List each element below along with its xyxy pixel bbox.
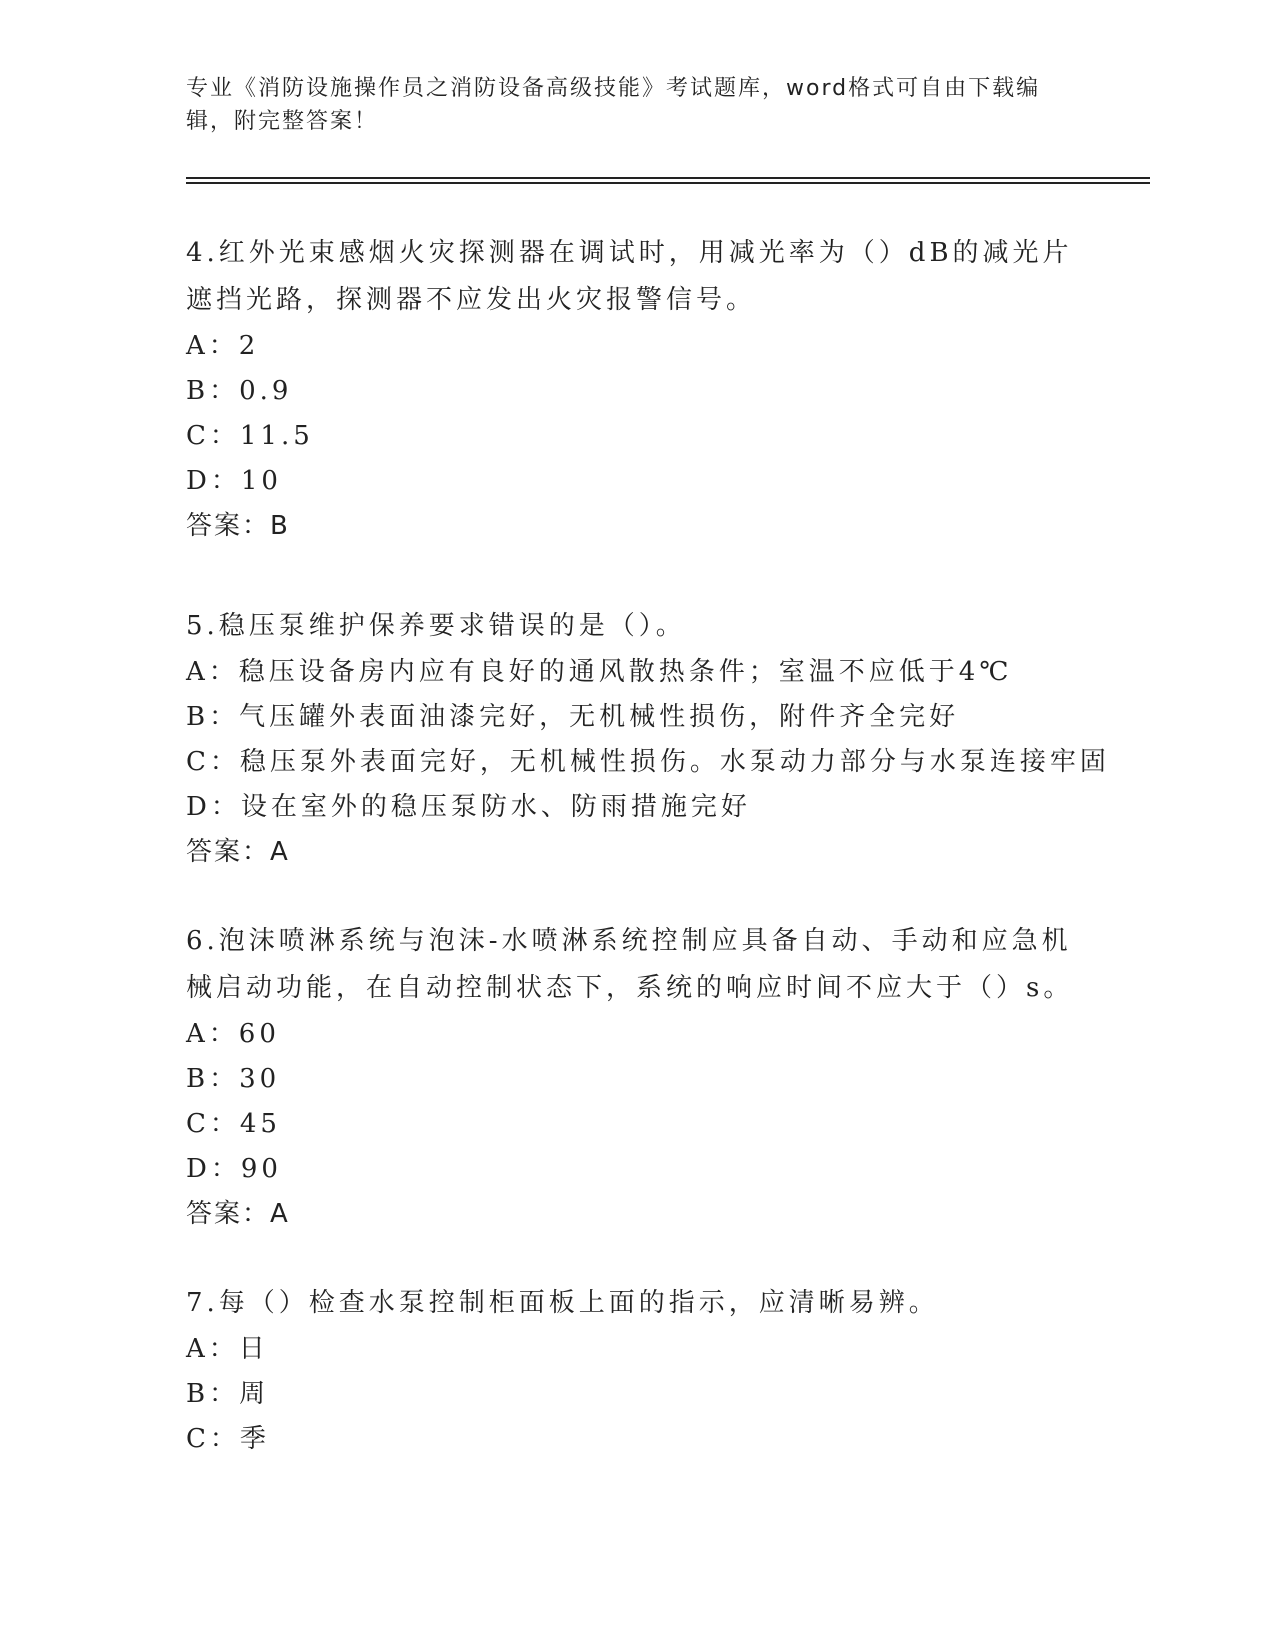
- option-c: C：稳压泵外表面完好，无机械性损伤。水泵动力部分与水泵连接牢固: [186, 747, 1110, 777]
- question-stem: 6.泡沫喷淋系统与泡沫-水喷淋系统控制应具备自动、手动和应急机械启动功能，在自动控制状态下，系统的响应时间不应大于（）s。: [186, 926, 1074, 1003]
- header-divider-top: [186, 177, 1150, 179]
- header-divider-bottom: [186, 182, 1150, 184]
- question-7: [186, 1280, 1086, 1462]
- option-a: A：稳压设备房内应有良好的通风散热条件；室温不应低于4℃: [186, 657, 1013, 687]
- option-c: C：45: [186, 1109, 281, 1139]
- option-d: D：90: [186, 1154, 282, 1184]
- option-b: B：周: [186, 1379, 270, 1409]
- option-d: D：设在室外的稳压泵防水、防雨措施完好: [186, 792, 751, 822]
- answer-label: 答案：A: [186, 1199, 290, 1229]
- document-header: [186, 72, 1066, 138]
- option-a: A：日: [186, 1334, 269, 1364]
- option-b: B：气压罐外表面油漆完好，无机械性损伤，附件齐全完好: [186, 702, 960, 732]
- option-b: B：0.9: [186, 376, 293, 406]
- question-6: [186, 918, 1086, 1237]
- question-stem: 7.每（）检查水泵控制柜面板上面的指示，应清晰易辨。: [186, 1288, 939, 1318]
- option-a: A：2: [186, 331, 260, 361]
- option-c: C：季: [186, 1424, 270, 1454]
- option-a: A：60: [186, 1019, 280, 1049]
- option-c: C：11.5: [186, 421, 314, 451]
- answer-label: 答案：A: [186, 837, 290, 867]
- question-4: [186, 230, 1086, 549]
- question-stem: 4.红外光束感烟火灾探测器在调试时，用减光率为（）dB的减光片遮挡光路，探测器不应发出火灾报警信号。: [186, 238, 1073, 315]
- answer-label: 答案：B: [186, 511, 290, 541]
- header-intro-text: 专业《消防设施操作员之消防设备高级技能》考试题库，word格式可自由下载编辑，附完整答案！: [186, 76, 1041, 134]
- option-d: D：10: [186, 466, 282, 496]
- question-5: [186, 603, 1110, 875]
- question-stem: 5.稳压泵维护保养要求错误的是（）。: [186, 611, 686, 641]
- option-b: B：30: [186, 1064, 281, 1094]
